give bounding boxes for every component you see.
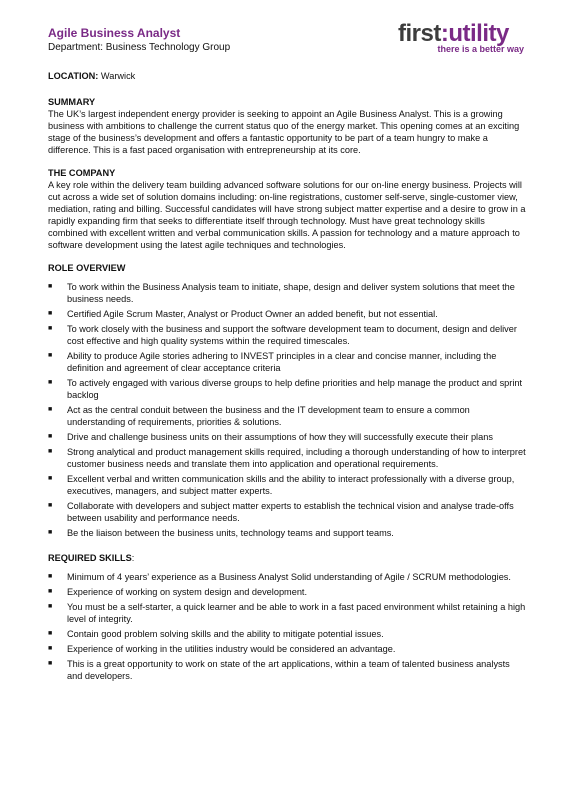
list-item: ■ Experience of working on system design and development. (48, 587, 308, 597)
bullet-icon: ■ (48, 310, 53, 317)
list-item: ■ This is a great opportunity to work on state of the art applications, within a team of talented business analysts and developers. (48, 659, 510, 681)
list-item: ■ Contain good problem solving skills and the ability to mitigate potential issues. (48, 629, 384, 639)
list-item: ■ To work closely with the business and support the software development team to document, design and deliver cost effective and high quality systems within the required timescales. (48, 324, 517, 346)
list-item: ■ Experience of working in the utilities industry would be considered an advantage. (48, 644, 396, 654)
location-line (48, 70, 526, 82)
bullet-icon: ■ (48, 406, 53, 413)
bullet-icon: ■ (48, 660, 53, 667)
bullet-icon: ■ (48, 588, 53, 595)
list-item: ■ Minimum of 4 years’ experience as a Business Analyst Solid understanding of Agile / SCRUM methodologies. (48, 572, 511, 582)
logo-wordmark (398, 22, 524, 46)
role-overview-heading: ROLE OVERVIEW (48, 263, 126, 273)
bullet-icon: ■ (48, 475, 53, 482)
list-item: ■ Drive and challenge business units on their assumptions of how they will successfully execute their plans (48, 432, 493, 442)
logo-colon: : (440, 20, 449, 47)
bullet-icon: ■ (48, 573, 53, 580)
company-text: A key role within the delivery team building advanced software solutions for our on-line energy business. Projects will cut across a wide set of solution domains including: on-line registrations, customer self-serve, single-customer view, mediation, rating and billing. Successful candidates will have strong subject matter expertise and a desire to grow in a rapidly expanding firm that seeks to differentiate itself through technology. Must have great technology skills combined with excellent written and verbal communication skills. A passion for technology and a mature approach to software development using the latest agile techniques and technologies. (48, 180, 526, 250)
location-value: Warwick (98, 71, 136, 81)
required-skills-heading: REQUIRED SKILLS: (48, 553, 135, 563)
logo-first: first (398, 20, 441, 47)
bullet-icon: ■ (48, 283, 53, 290)
document-body (48, 70, 526, 695)
bullet-icon: ■ (48, 325, 53, 332)
company-logo (398, 22, 524, 62)
summary-text: The UK’s largest independent energy provider is seeking to appoint an Agile Business Analyst. This is a growing business with ambitions to challenge the current status quo of the energy market. This opening comes at an exciting stage of the business’s development and offers a fantastic opportunity to be part of a team hungry to make a difference. This is a fast paced organisation with entrepreneurship at its core. (48, 109, 520, 155)
list-item: ■ Certified Agile Scrum Master, Analyst or Product Owner an added benefit, but not essential. (48, 309, 438, 319)
list-item: ■ Excellent verbal and written communication skills and the ability to interact professionally with a diverse group, executives, managers, and subject matter experts. (48, 474, 515, 496)
bullet-icon: ■ (48, 433, 53, 440)
bullet-icon: ■ (48, 630, 53, 637)
list-item: ■ Ability to produce Agile stories adhering to INVEST principles in a clear and concise manner, including the definition and agreement of clear acceptance criteria (48, 351, 497, 373)
list-item: ■ Act as the central conduit between the business and the IT development team to ensure a common understanding of requirements, priorities & solutions. (48, 405, 470, 427)
bullet-icon: ■ (48, 603, 53, 610)
required-skills-list (48, 571, 526, 682)
bullet-icon: ■ (48, 502, 53, 509)
company-heading: THE COMPANY (48, 168, 116, 178)
document-header (48, 26, 230, 55)
list-item: ■ Strong analytical and product management skills required, including a thorough understanding of how to interpret customer business needs and translate them into application and operational requirements. (48, 447, 526, 469)
bullet-icon: ■ (48, 645, 53, 652)
summary-heading: SUMMARY (48, 97, 96, 107)
location-label: LOCATION: (48, 71, 99, 81)
role-overview-list (48, 281, 526, 539)
logo-utility: utility (448, 20, 509, 47)
list-item: ■ Be the liaison between the business units, technology teams and support teams. (48, 528, 394, 538)
bullet-icon: ■ (48, 352, 53, 359)
bullet-icon: ■ (48, 529, 53, 536)
bullet-icon: ■ (48, 448, 53, 455)
list-item: ■ To work within the Business Analysis team to initiate, shape, design and deliver system solutions that meet the business needs. (48, 282, 515, 304)
logo-tagline: there is a better way (437, 44, 524, 54)
list-item: ■ To actively engaged with various diverse groups to help define priorities and help manage the product and sprint backlog (48, 378, 523, 400)
job-title: Agile Business Analyst (48, 26, 181, 40)
bullet-icon: ■ (48, 379, 53, 386)
department: Department: Business Technology Group (48, 42, 231, 53)
list-item: ■ You must be a self-starter, a quick learner and be able to work in a fast paced environment whilst retaining a high level of integrity. (48, 602, 526, 624)
list-item: ■ Collaborate with developers and subject matter experts to establish the technical vision and analyse trade-offs between usability and performance needs. (48, 501, 514, 523)
